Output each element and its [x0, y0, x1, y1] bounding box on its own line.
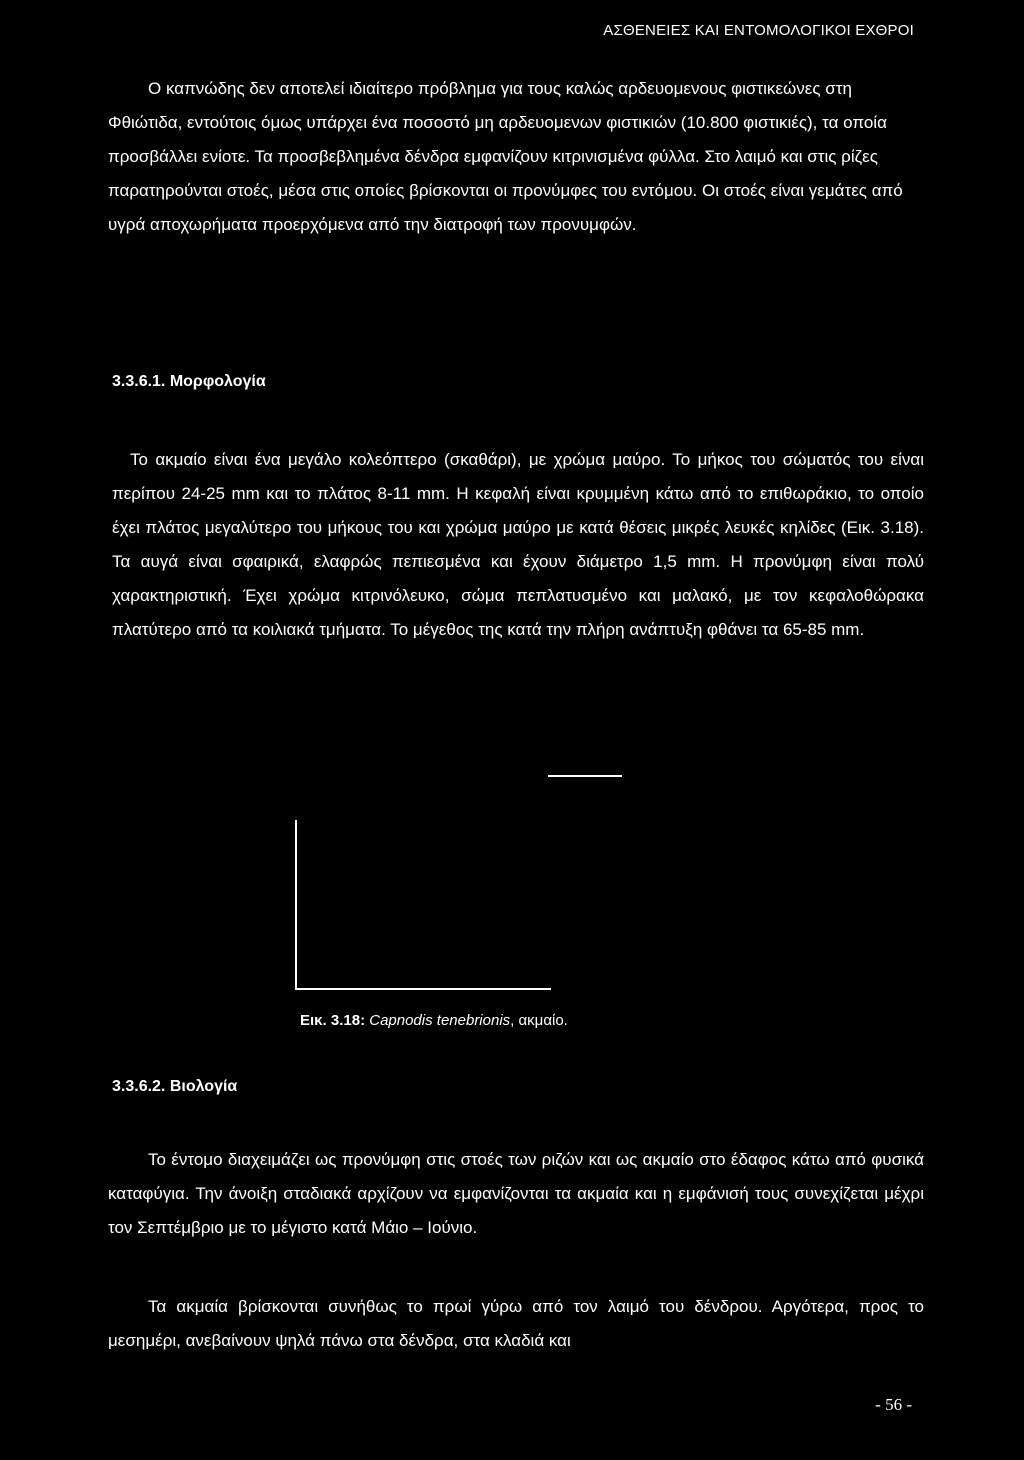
figure-bottom-border: [295, 988, 551, 990]
figure-caption: [300, 1012, 568, 1029]
section-heading-morphology: 3.3.6.1. Μορφολογία: [112, 373, 266, 390]
intro-paragraph: Ο καπνώδης δεν αποτελεί ιδιαίτερο πρόβλημα για τους καλώς αρδευομενους φιστικεώνες στη Φθιώτιδα, εντούτοις όμως υπάρχει ένα ποσοστό μη αρδευομενων φιστικιών (10.800 φιστικιές), τα οποία προσβάλλει ενίοτε. Τα προσβεβλημένα δένδρα εμφανίζουν κιτρινισμένα φύλλα. Στο λαιμό και στις ρίζες παρατηρούνται στοές, μέσα στις οποίες βρίσκονται οι προνύμφες του εντόμου. Οι στοές είναι γεμάτες από υγρά αποχωρήματα προερχόμενα από την διατροφή των προνυμφών.: [108, 79, 903, 234]
figure-left-border: [295, 820, 297, 990]
biology-paragraph-1: Το έντομο διαχειμάζει ως προνύμφη στις στοές των ριζών και ως ακμαίο στο έδαφος κάτω από φυσικά καταφύγια. Την άνοιξη σταδιακά αρχίζουν να εμφανίζονται τα ακμαία και η εμφάνισή τους συνεχίζεται μέχρι τον Σεπτέμβριο με το μέγιστο κατά Μάιο – Ιούνιο.: [108, 1150, 924, 1237]
page-number: - 56 -: [875, 1395, 912, 1414]
section-heading-biology: 3.3.6.2. Βιολογία: [112, 1078, 238, 1095]
running-header: ΑΣΘΕΝΕΙΕΣ ΚΑΙ ΕΝΤΟΜΟΛΟΓΙΚΟΙ ΕΧΘΡΟΙ: [603, 22, 914, 39]
figure-caption-label: Εικ. 3.18:: [300, 1012, 366, 1029]
biology-paragraph-2: Τα ακμαία βρίσκονται συνήθως το πρωί γύρω από τον λαιμό του δένδρου. Αργότερα, προς το μεσημέρι, ανεβαίνουν ψηλά πάνω στα δένδρα, στα κλαδιά και: [108, 1297, 924, 1350]
figure-caption-rest: , ακμαίο.: [510, 1012, 568, 1029]
figure-caption-species: Capnodis tenebrionis: [369, 1012, 511, 1029]
morphology-paragraph: Το ακμαίο είναι ένα μεγάλο κολεόπτερο (σκαθάρι), με χρώμα μαύρο. Το μήκος του σώματός του είναι περίπου 24-25 mm και το πλάτος 8-11 mm. Η κεφαλή είναι κρυμμένη κάτω από το επιθωράκιο, το οποίο έχει πλάτος μεγαλύτερο του μήκους του και χρώμα μαύρο με κατά θέσεις μικρές λευκές κηλίδες (Εικ. 3.18). Τα αυγά είναι σφαιρικά, ελαφρώς πεπιεσμένα και έχουν διάμετρο 1,5 mm. Η προνύμφη είναι πολύ χαρακτηριστική. Έχει χρώμα κιτρινόλευκο, σώμα πεπλατυσμένο και μαλακό, με τον κεφαλοθώρακα πλατύτερο από τα κοιλιακά τμήματα. Το μέγεθος της κατά την πλήρη ανάπτυξη φθάνει τα 65-85 mm.: [112, 450, 924, 639]
figure-top-line: [548, 775, 622, 777]
